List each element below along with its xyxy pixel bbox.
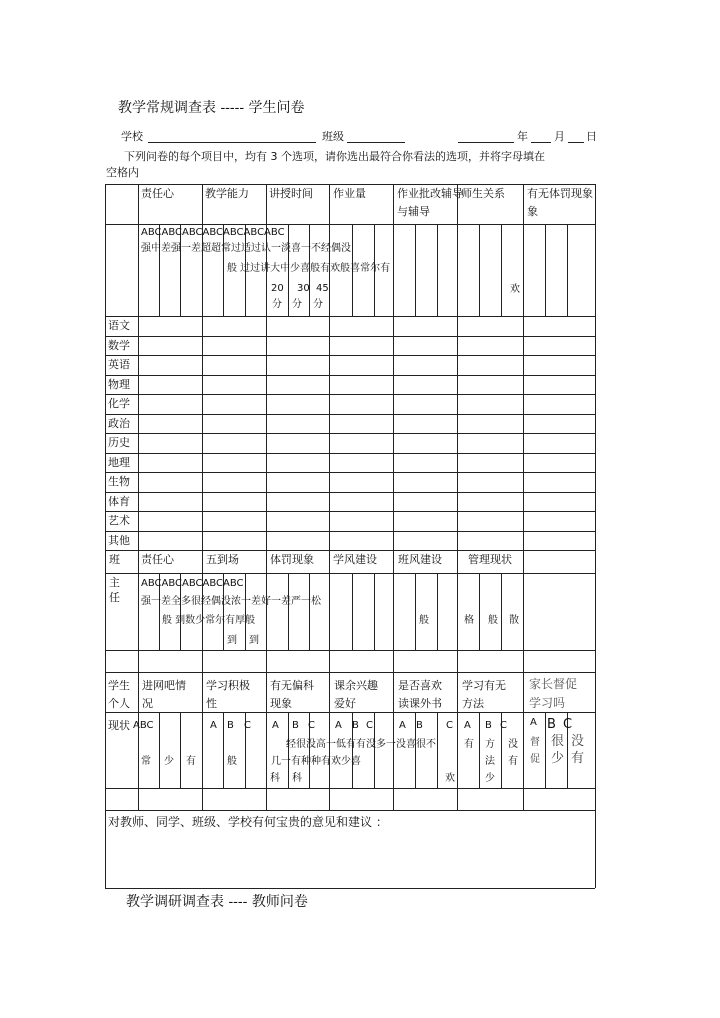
table-rule (105, 650, 595, 651)
subject-label: 数学 (108, 338, 130, 352)
table-rule (159, 712, 160, 788)
table-rule (595, 184, 596, 888)
table-rule (105, 375, 595, 376)
table-rule (457, 184, 458, 550)
sec3-options-mid-row-1: 经很没高一低有有没多一没喜很不 (286, 739, 436, 750)
sec3-parent-du: 督 (530, 737, 540, 748)
table-rule (545, 224, 546, 316)
table-rule (329, 550, 330, 672)
header3-internet-cafe: 进网吧情 (142, 679, 186, 692)
table-rule (105, 712, 595, 713)
table-rule (545, 712, 546, 788)
table-rule (105, 184, 106, 888)
sec3-option-letter: C (308, 720, 315, 731)
table-rule (415, 573, 416, 650)
table-rule (202, 550, 203, 672)
fen-2: 分 (292, 299, 302, 310)
header-homework-amount: 作业量 (333, 187, 366, 200)
table-rule (202, 672, 203, 810)
label-zhu: 主 (109, 576, 120, 589)
table-rule (501, 573, 502, 650)
header3-parent-supervision: 家长督促 (529, 677, 578, 691)
sec3-option-letter: A (530, 717, 537, 728)
subject-label: 历史 (108, 436, 130, 449)
sec3-opt-method-fa: 法 (485, 756, 495, 767)
label-ren: 任 (109, 591, 120, 604)
table-rule (138, 672, 139, 810)
sec3-parent-hen: 很 (551, 734, 565, 749)
table-rule (266, 672, 267, 810)
table-rule (374, 573, 375, 650)
sec3-opt-have: 有 (186, 756, 196, 767)
sec3-option-letter: B (485, 720, 492, 731)
table-rule (105, 672, 595, 673)
instruction-line-1: 下列问卷的每个项目中，均有 3 个选项，请你选出最符合你看法的选项，并将字母填在 (124, 150, 545, 163)
table-rule (288, 712, 289, 788)
sec3-parent-mei: 没 (571, 734, 585, 749)
header3-bias-wrap: 现象 (270, 697, 292, 710)
header-teaching-ability: 教学能力 (205, 187, 249, 200)
month-label: 月 (554, 130, 565, 143)
header3-hobbies-wrap: 爱好 (334, 697, 356, 710)
table-rule (266, 184, 267, 550)
day-label: 日 (586, 130, 597, 143)
sec3-option-letter: A (399, 720, 406, 731)
table-rule (105, 316, 595, 317)
table-rule (105, 573, 595, 574)
year-blank[interactable] (458, 142, 514, 143)
subject-label: 语文 (108, 319, 130, 332)
subject-label: 生物 (108, 475, 130, 488)
sec3-option-letter: A (335, 720, 342, 731)
sec3-opt-ke-1: 科 (270, 773, 280, 784)
table-rule (457, 672, 458, 810)
options-text-row-1: 强中差强一差超超常过适过认一淡喜一不经偶没 (141, 243, 351, 254)
label-student: 学生 (108, 679, 130, 692)
sec3-opt-huan: 欢 (445, 773, 455, 784)
table-rule (105, 224, 595, 225)
sec2-options-row-1: 强一差全多很经偶没浓一差好一差严一松 (141, 596, 321, 607)
table-rule (105, 184, 595, 185)
sec3-opt-method-fang: 方 (485, 739, 495, 750)
suggestions-prompt: 对教师、同学、班级、学校有何宝贵的意见和建议 ： (108, 815, 388, 829)
header3-reading: 是否喜欢 (398, 679, 442, 692)
sec3-option-letter: B (352, 720, 359, 731)
sec3-parent-you: 有 (571, 751, 585, 766)
header3-method-wrap: 方法 (462, 697, 484, 710)
sec3-option-letter: A (210, 720, 217, 731)
header3-parent-wrap: 学习吗 (529, 696, 566, 710)
header3-subject-bias: 有无偏科 (270, 679, 314, 692)
sec3-opt-method-few: 少 (485, 773, 495, 784)
table-rule (105, 531, 595, 532)
header3-internet-cafe-wrap: 况 (142, 697, 153, 710)
sec3-parent-shao: 少 (551, 751, 565, 766)
sec3-option-letter: C (446, 720, 453, 731)
sec3-opt-few: 少 (164, 756, 174, 767)
table-rule (288, 573, 289, 650)
fen-3: 分 (313, 299, 323, 310)
sec3-option-letter: B (292, 720, 299, 731)
label-status: 现状 (108, 719, 130, 732)
sec3-opt-method-you: 有 (508, 756, 518, 767)
table-rule (105, 355, 595, 356)
table-rule (437, 573, 438, 650)
table-rule (105, 511, 595, 512)
table-rule (457, 550, 458, 672)
sec2-option-dao-2: 到 (249, 635, 259, 646)
header-homework-grading: 作业批改辅导 (397, 187, 463, 200)
subject-label: 艺术 (108, 514, 130, 527)
table-rule (523, 672, 524, 810)
table-rule (352, 573, 353, 650)
table-rule (329, 184, 330, 550)
page-title: 教学常规调查表 ----- 学生问卷 (118, 100, 305, 116)
table-rule (523, 550, 524, 672)
table-rule (374, 712, 375, 788)
subject-label: 政治 (108, 416, 130, 430)
header2-class-style: 班风建设 (398, 553, 442, 566)
table-rule (437, 224, 438, 316)
table-rule (223, 712, 224, 788)
table-rule (105, 888, 595, 889)
sec3-option-letter: A (272, 720, 279, 731)
header-teacher-student: 师生关系 (461, 187, 505, 200)
table-rule (105, 453, 595, 454)
table-rule (437, 712, 438, 788)
teacher-questionnaire-title: 教学调研调查表 ---- 教师问卷 (126, 894, 308, 910)
header-punishment-wrap: 象 (527, 205, 538, 218)
sec2-option-loose: 散 (509, 615, 519, 626)
sec3-option-letter: A (464, 720, 471, 731)
header-responsibility: 责任心 (141, 187, 174, 200)
header2-punishment: 体罚现象 (270, 553, 314, 566)
sec3-option-letter: B (416, 720, 423, 731)
table-rule (567, 224, 568, 316)
label-ban: 班 (109, 553, 120, 566)
header3-hobbies: 课余兴趣 (334, 679, 378, 692)
table-rule (180, 712, 181, 788)
table-rule (479, 224, 480, 316)
table-rule (393, 550, 394, 672)
table-rule (523, 184, 524, 550)
table-rule (105, 492, 595, 493)
month-blank[interactable] (531, 142, 551, 143)
sec3-opt-method-none: 没 (508, 739, 518, 750)
school-blank[interactable] (148, 142, 316, 143)
options-text-tail: 欢 (510, 284, 520, 295)
header-lecture-time: 讲授时间 (269, 187, 313, 200)
subject-label: 英语 (108, 358, 130, 371)
sec3-option-letter: C (366, 720, 373, 731)
table-rule (501, 224, 502, 316)
minutes-45: 45 (316, 283, 329, 294)
year-label: 年 (517, 130, 528, 143)
table-rule (245, 573, 246, 650)
table-rule (105, 394, 595, 395)
sec2-abc-row: ABCABCABCABCABC (141, 578, 244, 589)
table-rule (105, 550, 595, 551)
header-corporal-punishment: 有无体罚现象 (527, 187, 593, 200)
instruction-line-2: 空格内 (106, 166, 139, 179)
sec2-option-dao-1: 到 (227, 635, 237, 646)
minutes-20: 20 (271, 283, 284, 294)
table-rule (105, 472, 595, 473)
sec3-opt-general: 般 (227, 756, 237, 767)
sec3-option-letter: C (244, 720, 251, 731)
sec3-opt-often: 常 (141, 756, 151, 767)
subject-label: 地理 (108, 455, 130, 469)
sec3-opt-method-have: 有 (464, 739, 474, 750)
fen-1: 分 (272, 299, 282, 310)
sec2-option-strict: 格 (464, 615, 474, 626)
sec3-option-letter: B (547, 717, 556, 732)
table-rule (105, 414, 595, 415)
header2-management: 管理现状 (468, 553, 512, 566)
table-rule (393, 184, 394, 550)
table-rule (105, 433, 595, 434)
sec3-abc-first: ABC (133, 720, 154, 731)
header-grading-wrap: 与辅导 (397, 205, 430, 218)
options-abc-row: ABCABCABCABCABCABCABC (141, 227, 285, 238)
table-rule (105, 810, 595, 811)
subject-label: 其他 (108, 533, 130, 547)
label-personal: 个人 (108, 697, 130, 710)
minutes-30: 30 (297, 283, 310, 294)
class-blank[interactable] (347, 142, 405, 143)
subject-label: 物理 (108, 377, 130, 391)
sec3-parent-cu: 促 (530, 754, 540, 765)
subject-label: 体育 (108, 494, 130, 508)
table-rule (415, 224, 416, 316)
header3-study-enthusiasm: 学习积极 (206, 679, 250, 692)
header3-reading-wrap: 读课外书 (398, 697, 442, 710)
sec2-options-row-2: 般 到数少常尔有厚般 (162, 615, 256, 626)
sec2-option-ban-general: 般 (419, 615, 429, 626)
school-label: 学校 (121, 130, 143, 143)
sec3-options-mid-row-2: 几一有种种有欢少喜 (271, 756, 361, 767)
table-rule (138, 550, 139, 672)
table-rule (202, 184, 203, 550)
header2-responsibility: 责任心 (141, 553, 174, 566)
table-rule (105, 788, 595, 789)
class-label: 班级 (322, 130, 344, 143)
sec3-opt-ke-2: 科 (292, 773, 302, 784)
sec3-option-letter: C (563, 717, 573, 732)
sec3-option-letter: C (500, 720, 507, 731)
sec2-option-general: 般 (488, 615, 498, 626)
table-rule (105, 336, 595, 337)
table-rule (266, 550, 267, 672)
table-rule (309, 573, 310, 650)
header2-five-presence: 五到场 (206, 553, 239, 566)
header3-enthusiasm-wrap: 性 (206, 697, 217, 710)
header2-study-style: 学风建设 (333, 553, 377, 566)
table-rule (138, 184, 139, 550)
table-rule (479, 712, 480, 788)
sec3-option-letter: B (227, 720, 234, 731)
day-blank[interactable] (568, 142, 584, 143)
table-rule (479, 573, 480, 650)
header3-study-method: 学习有无 (462, 679, 506, 692)
subject-label: 化学 (108, 397, 130, 410)
options-text-row-2: 般 过过讲大中少喜般有欢般喜常尔有 (227, 263, 391, 274)
